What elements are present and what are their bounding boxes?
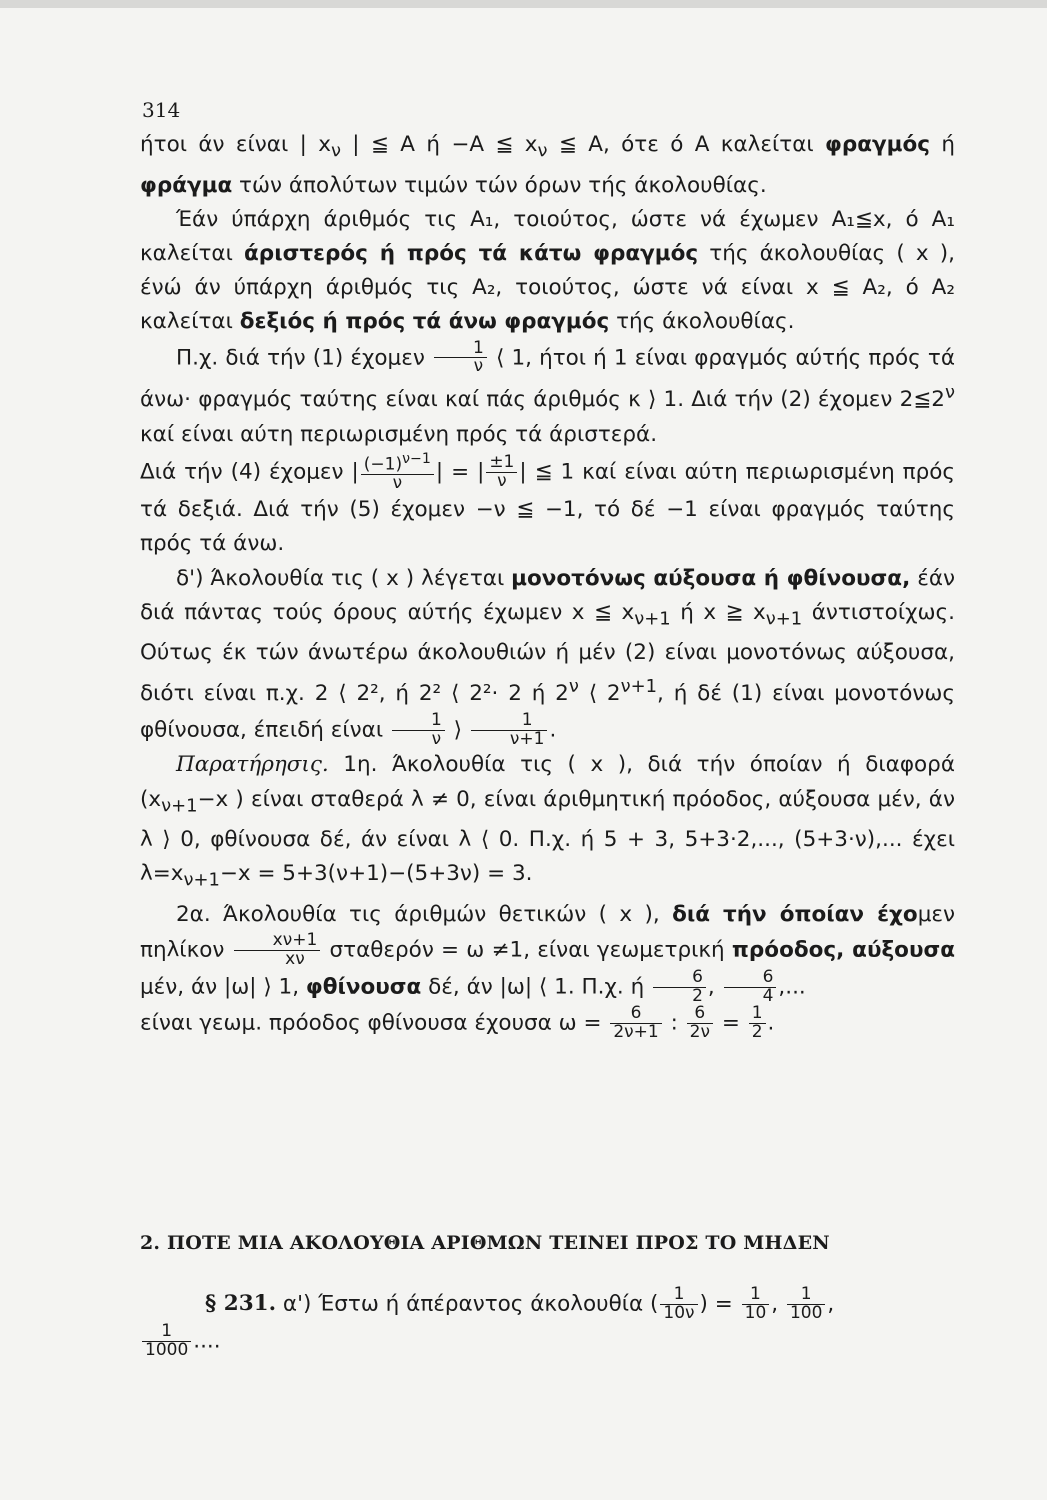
body-text [140,128,955,1042]
paragraph-bound: ήτοι άν είναι | $x_\nu$ | ≦ A ή −A ≦ $x_\nu$ ≦ A, ότε ό A καλείται φραγμός ή φράγμα τών άπολύτων τιμών τών όρων τής άκολουθίας. [140,132,955,198]
fraction-6-over-2: $\frac{6}{2}$ [653,969,706,1006]
fraction-6-over-2nu1: $\frac{6}{2\nu+1}$ [610,1005,661,1042]
page-number: 314 [142,98,181,122]
fraction-6-over-4: $\frac{6}{4}$ [724,969,777,1006]
fraction-1-over-2: $\frac{1}{2}$ [749,1005,766,1042]
scan-border [0,0,1047,8]
paragraph-example-4: Διά τήν (4) έχομεν | $\frac{(-1)^{\nu-1}}{\nu}$ | = | $\frac{\pm 1}{\nu}$ | ≦ 1 καί είναι αύτη περιωρισμένη πρός τά δεξιά. Διά τήν (5) έχομεν −ν ≦ −1, τό δέ −1 είναι φραγμός ταύτης πρός τά άνω. [140,450,956,557]
fraction-1-over-1000: $\frac{1}{1000}$ [142,1323,191,1360]
section-231: § 231. α') Έστω ή άπέραντος άκολουθία ( $\frac{1}{10\nu}$ ) = $\frac{1}{10}$ , $\frac{1}{100}$ , $\frac{1}{1000}$ .... [140,1286,955,1359]
fraction-1-over-nu-plus-1: $\frac{1}{\nu+1}$ [471,712,548,749]
fraction-1-over-10: $\frac{1}{10}$ [742,1286,770,1323]
fraction-pm1-over-nu: $\frac{\pm 1}{\nu}$ [486,454,517,491]
fraction-6-over-2nu: $\frac{6}{2\nu}$ [687,1005,713,1042]
section-number: § 231. [205,1291,277,1317]
paragraph-geometric: 2α. Άκολουθία τις άριθμών θετικών ( x ), διά τήν όποίαν έχομεν πηλίκον $\frac{x\nu+1}{x\nu}$ σταθερόν = ω ≠1, είναι γεωμετρική πρόοδος, αύξουσα μέν, άν |ω| ⟩ 1, φθίνουσα δέ, άν |ω| ⟨ 1. Π.χ. ή $\frac{6}{2}$ , $\frac{6}{4}$ ,... [140,901,955,1006]
paragraph-example-1: Π.χ. διά τήν (1) έχομεν $\frac{1}{\nu}$ ⟨ 1, ήτοι ή 1 είναι φραγμός αύτής πρός τά άνω· φραγμός ταύτης είναι καί πάς άριθμός κ ⟩ 1. Διά τήν (2) έχομεν $2≦2^\nu$ καί είναι αύτη περιωρισμένη πρός τά άριστερά. [140,337,955,447]
paragraph-left-right-bound: Έάν ύπάρχη άριθμός τις A₁, τοιούτος, ώστε νά έχωμεν A₁≦x, ό A₁ καλείται άριστερός ή πρός τά κάτω φραγμός τής άκολουθίας ( x ), ένώ άν ύπάρχη άριθμός τις A₂, τοιούτος, ώστε νά είναι x ≦ A₂, ό A₂ καλείται δεξιός ή πρός τά άνω φραγμός τής άκολουθίας. [140,206,955,335]
fraction-minus-one-power: $\frac{(-1)^{\nu-1}}{\nu}$ [361,452,434,493]
fraction-ratio: $\frac{x\nu+1}{x\nu}$ [234,932,321,969]
paragraph-remark: Παρατήρησις. 1η. Άκολουθία τις ( x ), διά τήν όποίαν ή διαφορά ($x_{\nu+1}-x$ ) είναι σταθερά λ ≠ 0, είναι άριθμητική πρόοδος, αύξουσα μέν, άν λ ⟩ 0, φθίνουσα δέ, άν είναι λ ⟨ 0. Π.χ. ή 5 + 3, 5+3·2,..., (5+3·ν),... έχει $\lambda=x_{\nu+1}-x = 5+3(\nu+1)-(5+3\nu) = 3$. [140,752,955,891]
paragraph-monotone: δ') Άκολουθία τις ( x ) λέγεται μονοτόνως αύξουσα ή φθίνουσα, έάν διά πάντας τούς όρους αύτής έχωμεν x ≦ $x_{\nu+1}$ ή x ≧ $x_{\nu+1}$ άντιστοίχως. Ούτως έκ τών άνωτέρω άκολουθιών ή μέν (2) είναι μονοτόνως αύξουσα, διότι είναι π.χ. 2 ⟨ 2², ή 2² ⟨ 2²· 2 ή $2^\nu$ ⟨ $2^{\nu+1}$, ή δέ (1) είναι μονοτόνως φθίνουσα, έπειδή είναι $\frac{1}{\nu}$ ⟩ $\frac{1}{\nu+1}$ . [140,565,956,749]
fraction-1-over-nu-b: $\frac{1}{\nu}$ [392,712,445,749]
fraction-1-over-10nu: $\frac{1}{10\nu}$ [660,1286,697,1323]
fraction-1-over-nu: $\frac{1}{\nu}$ [434,340,487,377]
fraction-1-over-100: $\frac{1}{100}$ [787,1286,825,1323]
section-heading: 2. ΠΟΤΕ ΜΙΑ ΑΚΟΛΟΥΘΙΑ ΑΡΙΘΜΩΝ ΤΕΙΝΕΙ ΠΡΟΣ ΤΟ ΜΗΔΕΝ [140,1232,830,1254]
paragraph-geometric-ratio: είναι γεωμ. πρόοδος φθίνουσα έχουσα ω = $\frac{6}{2\nu+1}$ : $\frac{6}{2\nu}$ = $\frac{1}{2}$ . [140,1003,775,1043]
